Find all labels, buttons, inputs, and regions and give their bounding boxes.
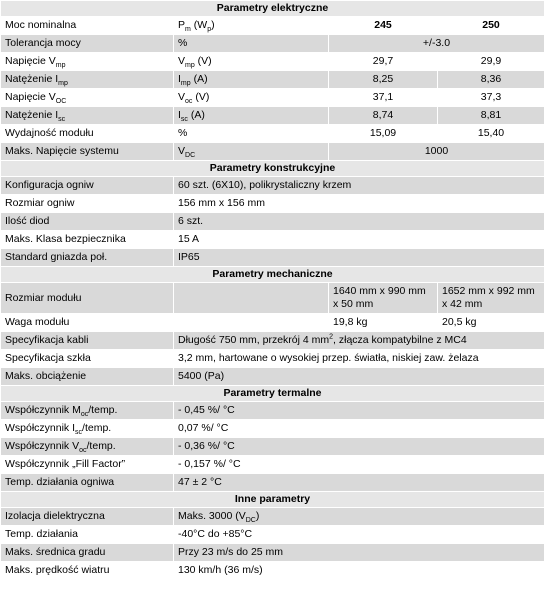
value-dielectric: Maks. 3000 $(V_{DC})$ (174, 508, 544, 526)
value-voltage-oc-1: 37,1 (329, 89, 438, 107)
value-efficiency-1: 15,09 (329, 125, 438, 143)
label-voltage-oc: Napięcie $V_{OC}$ (1, 89, 174, 107)
row-cells-config (1, 177, 544, 195)
value-fuse-class: 15 A (174, 231, 544, 249)
label-cables: Specyfikacja kabli (1, 332, 174, 350)
section-mechanical: Parametry mechaniczne (1, 267, 544, 283)
row-voltage-oc (1, 89, 544, 107)
row-wind (1, 562, 544, 580)
section-thermal: Parametry termalne (1, 386, 544, 402)
section-other: Inne parametry (1, 492, 544, 508)
label-current-sc: Natężenie $I_{sc}$ (1, 107, 174, 125)
label-glass: Specyfikacja szkła (1, 350, 174, 368)
row-power-tolerance (1, 35, 544, 53)
value-voltage-mp-1: 29,7 (329, 53, 438, 71)
value-current-mp-1: 8,25 (329, 71, 438, 89)
label-module-weight: Waga modułu (1, 314, 174, 332)
value-cell-size: 156 mm x 156 mm (174, 195, 544, 213)
label-coef-ff: Współczynnik „Fill Factor” (1, 456, 174, 474)
value-coef-isc: 0,07 %/ °C (174, 420, 544, 438)
label-diodes: Ilość diod (1, 213, 174, 231)
row-max-load (1, 368, 544, 386)
label-max-load: Maks. obciążenie (1, 368, 174, 386)
row-coef-isc (1, 420, 544, 438)
unit-efficiency: % (174, 125, 329, 143)
label-cell-size: Rozmiar ogniw (1, 195, 174, 213)
row-dielectric (1, 508, 544, 526)
value-cables: Długość 750 mm, przekrój 4 $mm^2$, złącza kompatybilne z MC4 (174, 332, 544, 350)
label-power-tolerance: Tolerancja mocy (1, 35, 174, 53)
value-module-weight-2: 20,5 kg (438, 314, 544, 332)
label-max-system-voltage: Maks. Napięcie systemu (1, 143, 174, 161)
label-hail: Maks. średnica gradu (1, 544, 174, 562)
value-cells-config: 60 szt. (6X10), polikrystaliczny krzem (174, 177, 544, 195)
label-coef-isc: Współczynnik $I_{sc}$/temp. (1, 420, 174, 438)
label-efficiency: Wydajność modułu (1, 125, 174, 143)
unit-current-sc: $I_{sc}$ (A) (174, 107, 329, 125)
value-max-system-voltage: 1000 (329, 143, 544, 161)
row-operating-temp (1, 526, 544, 544)
row-current-mp (1, 71, 544, 89)
row-coef-ff (1, 456, 544, 474)
value-250: 250 (438, 17, 544, 35)
label-junction-box: Standard gniazda poł. (1, 249, 174, 267)
row-module-size (1, 283, 544, 314)
value-cell-temp: 47 ± 2 °C (174, 474, 544, 492)
row-cell-size (1, 195, 544, 213)
label-coef-moc: Współczynnik $M_{oc}$/temp. (1, 402, 174, 420)
value-glass: 3,2 mm, hartowane o wysokiej przep. światła, niskiej zaw. żelaza (174, 350, 544, 368)
value-junction-box: IP65 (174, 249, 544, 267)
row-max-system-voltage (1, 143, 544, 161)
value-module-size-2: 1652 mm x 992 mm x 42 mm (438, 283, 544, 314)
row-current-sc (1, 107, 544, 125)
row-cables (1, 332, 544, 350)
row-efficiency (1, 125, 544, 143)
value-wind: 130 km/h (36 m/s) (174, 562, 544, 580)
label-operating-temp: Temp. działania (1, 526, 174, 544)
unit-voltage-oc: $V_{oc}$ (V) (174, 89, 329, 107)
label-module-size: Rozmiar modułu (1, 283, 174, 314)
row-junction-box (1, 249, 544, 267)
label-dielectric: Izolacja dielektryczna (1, 508, 174, 526)
unit-module-size (174, 283, 329, 314)
unit-power-tolerance: % (174, 35, 329, 53)
row-nominal-power (1, 17, 544, 35)
row-diodes (1, 213, 544, 231)
row-fuse-class (1, 231, 544, 249)
unit-module-weight (174, 314, 329, 332)
label-wind: Maks. prędkość wiatru (1, 562, 174, 580)
section-electrical: Parametry elektryczne (1, 1, 544, 17)
label-cell-temp: Temp. działania ogniwa (1, 474, 174, 492)
row-cell-temp (1, 474, 544, 492)
row-coef-voc (1, 438, 544, 456)
value-coef-voc: - 0,36 %/ °C (174, 438, 544, 456)
unit-voltage-mp: $V_{mp}$ (V) (174, 53, 329, 71)
row-hail (1, 544, 544, 562)
label-nominal-power: Moc nominalna (1, 17, 174, 35)
value-current-sc-2: 8,81 (438, 107, 544, 125)
value-voltage-mp-2: 29,9 (438, 53, 544, 71)
value-coef-moc: - 0,45 %/ °C (174, 402, 544, 420)
value-voltage-oc-2: 37,3 (438, 89, 544, 107)
label-coef-voc: Współczynnik $V_{oc}$/temp. (1, 438, 174, 456)
value-diodes: 6 szt. (174, 213, 544, 231)
label-cells-config: Konfiguracja ogniw (1, 177, 174, 195)
value-hail: Przy 23 m/s do 25 mm (174, 544, 544, 562)
unit-nominal-power: $P_m$ $(W_p)$ (174, 17, 329, 35)
value-max-load: 5400 (Pa) (174, 368, 544, 386)
value-245: 245 (329, 17, 438, 35)
value-module-size-1: 1640 mm x 990 mm x 50 mm (329, 283, 438, 314)
label-fuse-class: Maks. Klasa bezpiecznika (1, 231, 174, 249)
unit-current-mp: $I_{mp}$ (A) (174, 71, 329, 89)
row-coef-moc (1, 402, 544, 420)
value-current-mp-2: 8,36 (438, 71, 544, 89)
row-module-weight (1, 314, 544, 332)
row-glass (1, 350, 544, 368)
value-efficiency-2: 15,40 (438, 125, 544, 143)
section-construction: Parametry konstrukcyjne (1, 161, 544, 177)
row-voltage-mp (1, 53, 544, 71)
value-operating-temp: -40°C do +85°C (174, 526, 544, 544)
value-power-tolerance: +/-3.0 (329, 35, 544, 53)
value-coef-ff: - 0,157 %/ °C (174, 456, 544, 474)
unit-max-system-voltage: $V_{DC}$ (174, 143, 329, 161)
value-current-sc-1: 8,74 (329, 107, 438, 125)
value-module-weight-1: 19,8 kg (329, 314, 438, 332)
label-voltage-mp: Napięcie $V_{mp}$ (1, 53, 174, 71)
label-current-mp: Natężenie $I_{mp}$ (1, 71, 174, 89)
